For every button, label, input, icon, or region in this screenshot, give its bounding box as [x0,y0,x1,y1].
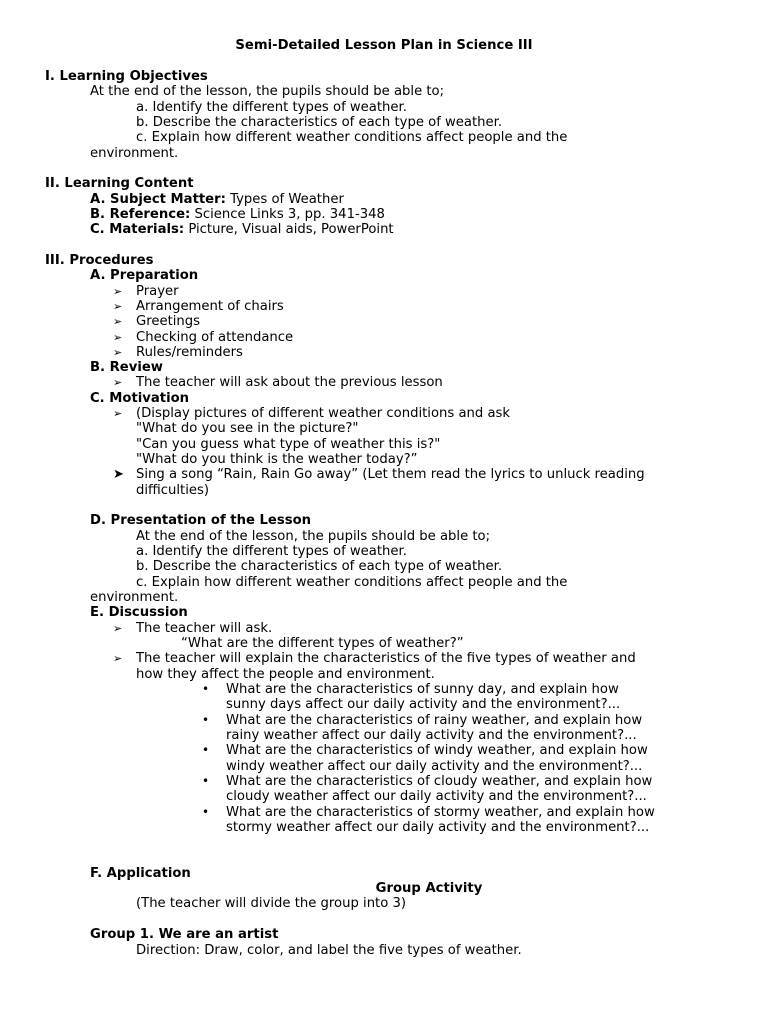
discussion-bullet: What are the characteristics of sunny day, and explain how [226,682,619,697]
preparation-heading: A. Preparation [90,268,199,283]
objective-a: a. Identify the different types of weather. [136,100,407,115]
discussion-bullet: What are the characteristics of rainy weather, and explain how [226,713,643,728]
presentation-b: b. Describe the characteristics of each type of weather. [136,559,503,574]
discussion-bullet-cont: cloudy weather affect our daily activity and the environment?... [226,789,647,804]
objectives-intro: At the end of the lesson, the pupils should be able to; [90,84,445,99]
motivation-question: "Can you guess what type of weather this is?" [136,437,441,452]
materials [90,222,394,237]
bullet-icon: • [202,805,210,819]
motivation-question: "What do you see in the picture?" [136,421,359,436]
procedures-heading: III. Procedures [45,253,154,268]
discussion-bullet-cont: rainy weather affect our daily activity and the environment?... [226,728,637,743]
arrow-bullet-icon: ➢ [113,315,123,328]
reference-label: B. Reference: [90,207,191,222]
arrow-bullet-icon: ➢ [113,300,123,313]
presentation-c: c. Explain how different weather conditions affect people and the [136,575,568,590]
bullet-icon: • [202,743,210,757]
presentation-c-cont: environment. [90,590,179,605]
discussion-item-cont: how they affect the people and environment. [136,667,435,682]
materials-value: Picture, Visual aids, PowerPoint [184,222,394,237]
bullet-icon: • [202,713,210,727]
presentation-heading: D. Presentation of the Lesson [90,513,312,528]
group-activity-title: Group Activity [375,881,483,896]
application-heading: F. Application [90,866,191,881]
discussion-bullet: What are the characteristics of stormy weather, and explain how [226,805,655,820]
group1-heading: Group 1. We are an artist [90,927,279,942]
subject-matter-value: Types of Weather [225,192,344,207]
prep-item: Prayer [136,284,179,299]
page-title: Semi-Detailed Lesson Plan in Science III [235,38,533,53]
objective-b: b. Describe the characteristics of each type of weather. [136,115,503,130]
review-item: The teacher will ask about the previous lesson [136,375,443,390]
discussion-question: “What are the different types of weather?” [181,636,464,651]
content-heading: II. Learning Content [45,176,194,191]
presentation-a: a. Identify the different types of weather. [136,544,407,559]
prep-item: Rules/reminders [136,345,243,360]
arrow-bullet-icon: ➢ [113,407,123,420]
subject-matter-label: A. Subject Matter: [90,192,226,207]
arrow-bullet-icon: ➢ [113,331,123,344]
discussion-bullet: What are the characteristics of windy weather, and explain how [226,743,648,758]
arrow-bullet-icon: ➤ [113,467,124,482]
arrow-bullet-icon: ➢ [113,652,123,665]
arrow-bullet-icon: ➢ [113,622,123,635]
prep-item: Arrangement of chairs [136,299,284,314]
group1-direction: Direction: Draw, color, and label the five types of weather. [136,943,522,958]
arrow-bullet-icon: ➢ [113,346,123,359]
prep-item: Checking of attendance [136,330,294,345]
bullet-icon: • [202,682,210,696]
objectives-heading: I. Learning Objectives [45,69,208,84]
discussion-item: The teacher will ask. [136,621,273,636]
prep-item: Greetings [136,314,201,329]
motivation-item: (Display pictures of different weather conditions and ask [136,406,511,421]
discussion-bullet-cont: stormy weather affect our daily activity and the environment?... [226,820,650,835]
motivation-song: Sing a song “Rain, Rain Go away” (Let them read the lyrics to unluck reading [136,467,645,482]
arrow-bullet-icon: ➢ [113,285,123,298]
presentation-intro: At the end of the lesson, the pupils should be able to; [136,529,491,544]
bullet-icon: • [202,774,210,788]
review-heading: B. Review [90,360,163,375]
objective-c-cont: environment. [90,146,179,161]
reference-value: Science Links 3, pp. 341-348 [190,207,385,222]
arrow-bullet-icon: ➢ [113,376,123,389]
motivation-song-cont: difficulties) [136,483,210,498]
materials-label: C. Materials: [90,222,185,237]
group-note: (The teacher will divide the group into 3) [136,896,407,911]
discussion-bullet-cont: sunny days affect our daily activity and the environment?... [226,697,621,712]
objective-c: c. Explain how different weather conditions affect people and the [136,130,568,145]
discussion-heading: E. Discussion [90,605,188,620]
reference [90,207,385,222]
subject-matter [90,192,344,207]
discussion-bullet-cont: windy weather affect our daily activity and the environment?... [226,759,643,774]
discussion-item: The teacher will explain the characteristics of the five types of weather and [136,651,636,666]
motivation-question: "What do you think is the weather today?” [136,452,418,467]
discussion-bullet: What are the characteristics of cloudy weather, and explain how [226,774,653,789]
motivation-heading: C. Motivation [90,391,190,406]
